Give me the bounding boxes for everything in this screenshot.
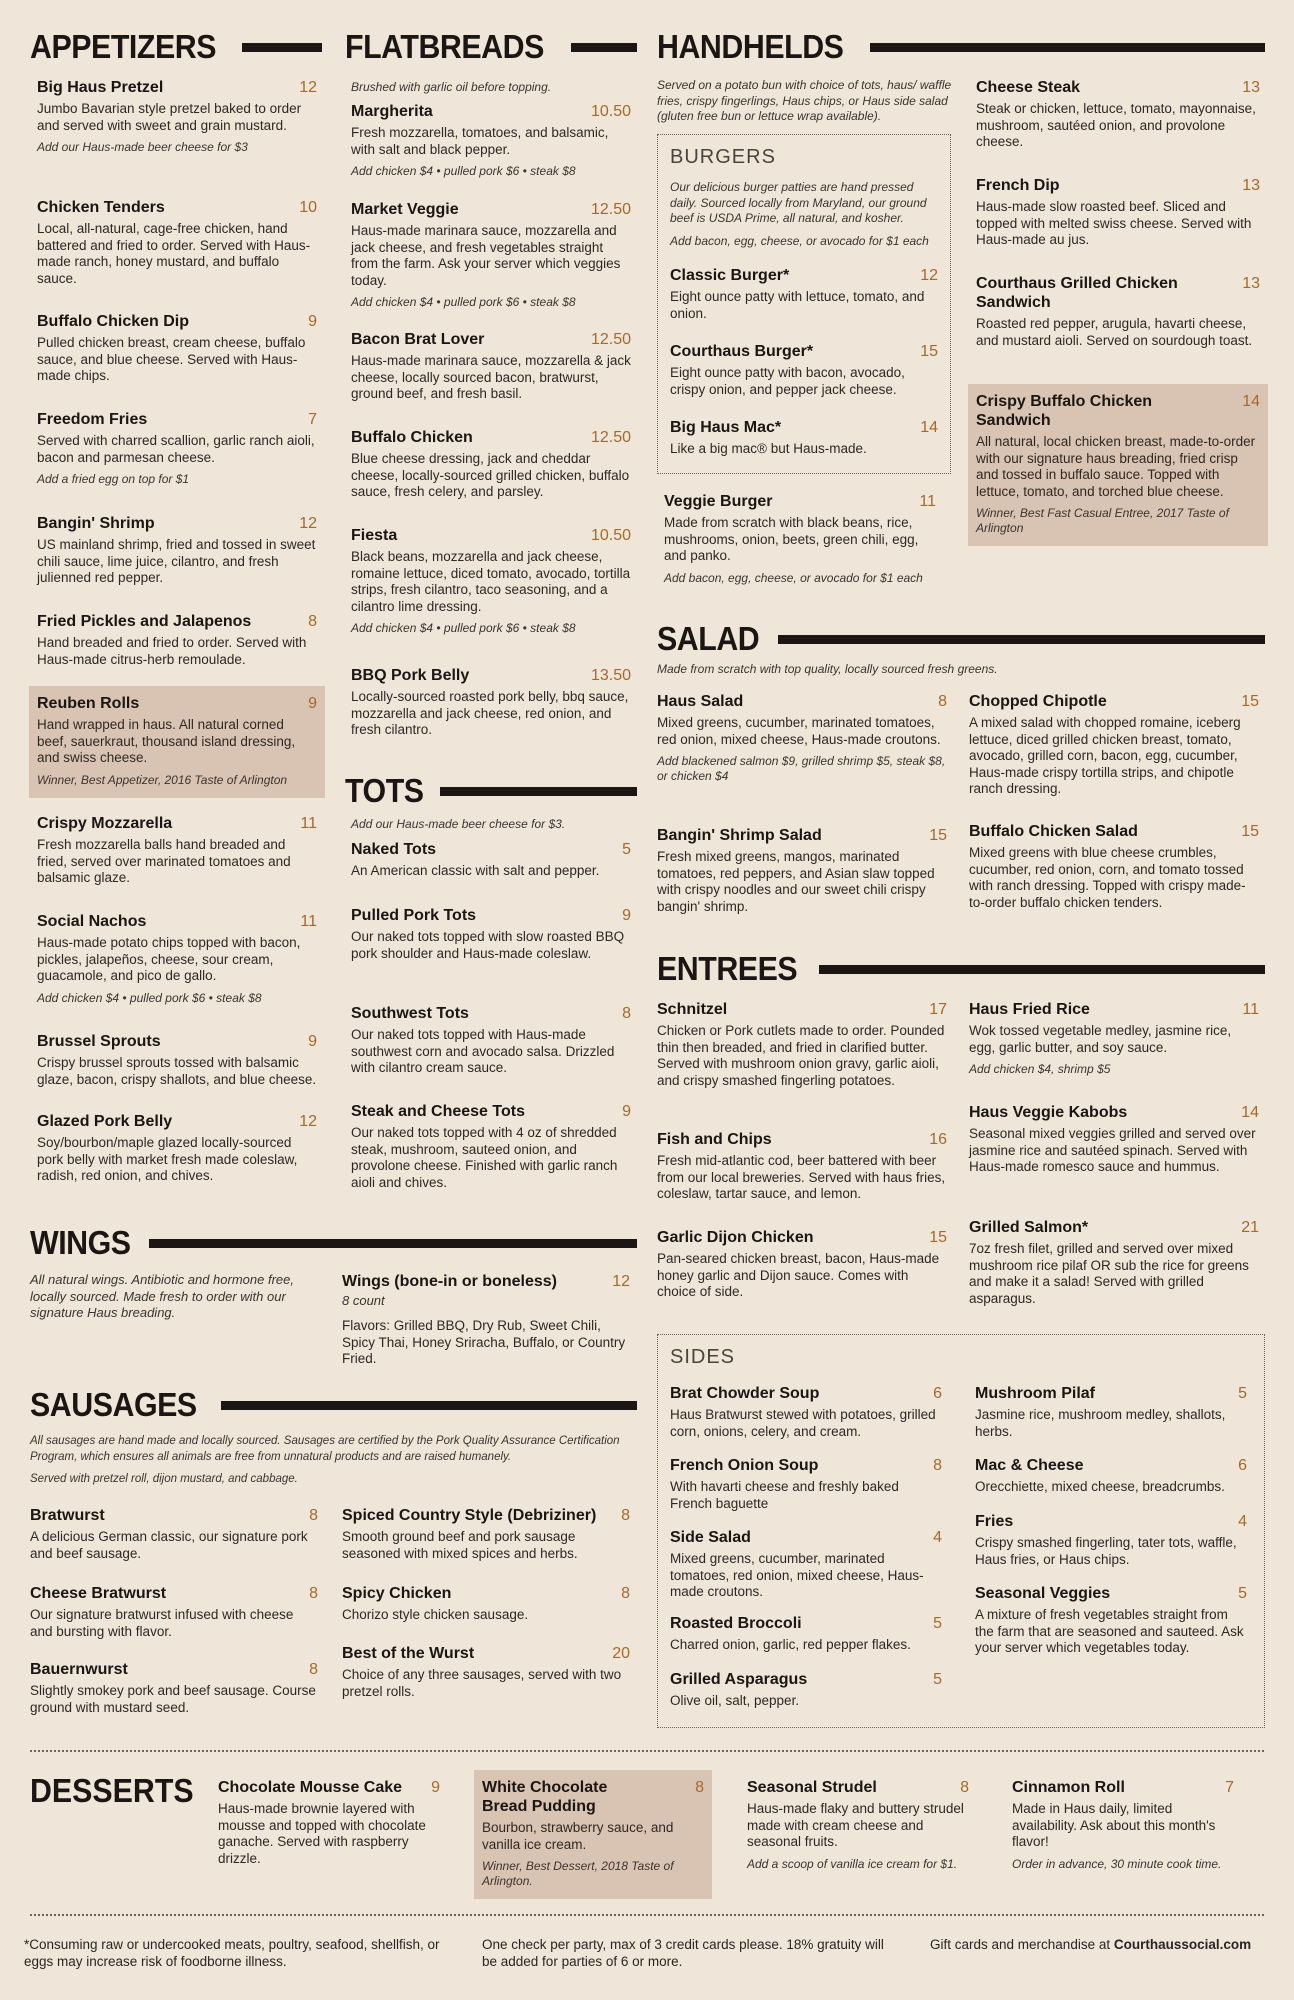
- item-name: Wings (bone-in or boneless): [342, 1273, 557, 1290]
- tots-header: [345, 772, 637, 810]
- item-description: Pan-seared chicken breast, bacon, Haus-made honey garlic and Dijon sauce. Comes with choice of side.: [657, 1251, 940, 1299]
- item-price: 14: [1241, 1104, 1259, 1121]
- menu-item: [975, 1584, 1247, 1657]
- menu-item: [969, 1218, 1259, 1307]
- item-price: 14: [1242, 393, 1260, 410]
- item-name: Haus Fried Rice: [969, 1001, 1090, 1018]
- item-name: Classic Burger*: [670, 267, 790, 284]
- menu-item: [30, 1660, 318, 1716]
- menu-item: [342, 1644, 630, 1700]
- item-price: 10.50: [590, 527, 631, 544]
- item-description: Haus-made slow roasted beef. Sliced and topped with melted swiss cheese. Served with Haus-made au jus.: [976, 199, 1252, 247]
- item-description: US mainland shrimp, fried and tossed in sweet chili sauce, lime juice, cilantro, and fresh julienned red pepper.: [37, 537, 316, 585]
- item-name: Best of the Wurst: [342, 1645, 475, 1662]
- menu-item: [37, 198, 317, 287]
- item-description: Haus-made flaky and buttery strudel made with cream cheese and seasonal fruits.: [747, 1801, 964, 1849]
- item-name: Southwest Tots: [351, 1005, 469, 1022]
- sausages-title: SAUSAGES: [30, 1386, 197, 1423]
- menu-item: [351, 1004, 631, 1077]
- menu-item: [474, 1770, 712, 1899]
- item-name: Social Nachos: [37, 913, 147, 930]
- item-description: Mixed greens with blue cheese crumbles, cucumber, red onion, corn, and tomato tossed with ranch dressing. Topped with crispy made-to-order buffalo chicken tenders.: [969, 845, 1246, 910]
- menu-item: [37, 410, 317, 487]
- item-price: 21: [1241, 1219, 1259, 1236]
- menu-item: [670, 1528, 942, 1601]
- menu-item: [975, 1512, 1247, 1568]
- item-description: Haus-made potato chips topped with bacon, pickles, jalapeños, cheese, sour cream, guacamole, and pico de gallo.: [37, 935, 301, 983]
- item-price: 8: [308, 613, 317, 630]
- tots-intro: Add our Haus-made beer cheese for $3.: [351, 817, 566, 831]
- item-description: Eight ounce patty with bacon, avocado, crispy onion, and pepper jack cheese.: [670, 365, 905, 397]
- item-price: 5: [933, 1615, 942, 1632]
- item-description: Mixed greens, cucumber, marinated tomatoes, red onion, mixed cheese, Haus-made croutons.: [657, 715, 941, 747]
- salad-header: [657, 620, 1265, 658]
- flatbreads-header: [345, 28, 637, 66]
- item-note: Add bacon, egg, cheese, or avocado for $1 each: [664, 570, 923, 585]
- footer-divider: [30, 1914, 1264, 1916]
- item-description: Chorizo style chicken sausage.: [342, 1607, 529, 1622]
- divider: [242, 43, 322, 52]
- item-price: 11: [919, 493, 936, 510]
- divider: [571, 43, 637, 52]
- item-name: Bauernwurst: [30, 1661, 128, 1678]
- item-price: 11: [300, 815, 317, 832]
- item-description: Our naked tots topped with Haus-made southwest corn and avocado salsa. Drizzled with cilantro cream sauce.: [351, 1027, 615, 1075]
- item-description: Our naked tots topped with 4 oz of shredded steak, mushroom, sauteed onion, and provolone cheese. Finished with garlic ranch aioli and chives.: [351, 1125, 618, 1190]
- item-price: 17: [929, 1001, 947, 1018]
- item-price: 20: [612, 1645, 630, 1662]
- item-price: 9: [308, 313, 317, 330]
- item-note: Winner, Best Appetizer, 2016 Taste of Arlington: [37, 772, 288, 787]
- item-name: Roasted Broccoli: [670, 1615, 802, 1632]
- salad-intro: Made from scratch with top quality, locally sourced fresh greens.: [657, 662, 998, 676]
- item-note: Add chicken $4 • pulled pork $6 • steak $8: [37, 990, 262, 1005]
- item-description: Fresh mozzarella, tomatoes, and balsamic, with salt and black pepper.: [351, 125, 609, 157]
- item-name: Reuben Rolls: [37, 695, 140, 712]
- menu-item: [968, 384, 1268, 546]
- menu-item: [657, 1130, 947, 1203]
- item-description: Made in Haus daily, limited availability. Ask about this month's flavor!: [1012, 1801, 1216, 1849]
- item-desc: Flavors: Grilled BBQ, Dry Rub, Sweet Chili, Spicy Thai, Honey Sriracha, Buffalo, or Country Fried.: [342, 1318, 626, 1366]
- item-name: Cheese Steak: [976, 79, 1081, 96]
- sausages-header: [30, 1386, 637, 1424]
- menu-item: [29, 686, 325, 798]
- item-description: Black beans, mozzarella and jack cheese, romaine lettuce, diced tomato, avocado, tortilla strips, fresh cilantro, taco seasoning, and a cilantro lime dressing.: [351, 549, 631, 614]
- wings-item: [342, 1272, 630, 1368]
- item-description: Wok tossed vegetable medley, jasmine rice, egg, garlic butter, and soy sauce.: [969, 1023, 1232, 1055]
- item-price: 6: [1238, 1457, 1247, 1474]
- item-price: 10.50: [590, 103, 631, 120]
- item-description: Pulled chicken breast, cream cheese, buffalo sauce, and blue cheese. Served with Haus-made chips.: [37, 335, 306, 383]
- item-price: 8: [622, 1005, 631, 1022]
- item-note: Order in advance, 30 minute cook time.: [1012, 1856, 1222, 1871]
- item-price: 7: [308, 411, 317, 428]
- desserts-top-divider: [30, 1750, 1264, 1752]
- item-count: 8 count: [342, 1293, 385, 1308]
- menu-item: [747, 1778, 969, 1872]
- menu-item: [969, 692, 1259, 798]
- item-description: Slightly smokey pork and beef sausage. Course ground with mustard seed.: [30, 1683, 316, 1715]
- handhelds-header: [657, 28, 1265, 66]
- item-price: 9: [431, 1779, 440, 1796]
- item-description: Our signature bratwurst infused with cheese and bursting with flavor.: [30, 1607, 294, 1639]
- appetizers-title: APPETIZERS: [30, 28, 217, 65]
- menu-item: [657, 692, 947, 784]
- item-description: Locally-sourced roasted pork belly, bbq sauce, mozzarella and jack cheese, red onion, and fresh cilantro.: [351, 689, 629, 737]
- item-price: 12.50: [590, 429, 631, 446]
- item-name: Glazed Pork Belly: [37, 1113, 173, 1130]
- item-price: 14: [920, 419, 938, 436]
- item-price: 15: [1241, 823, 1259, 840]
- item-price: 4: [1238, 1513, 1247, 1530]
- item-description: Steak or chicken, lettuce, tomato, mayonnaise, mushroom, sautéed onion, and provolone cheese.: [976, 101, 1256, 149]
- sausages-intro2: Served with pretzel roll, dijon mustard, and cabbage.: [30, 1473, 298, 1485]
- item-note: Add a fried egg on top for $1: [37, 472, 190, 486]
- item-description: Haus-made brownie layered with mousse and topped with chocolate ganache. Served with raspberry drizzle.: [218, 1801, 426, 1866]
- item-name: White Chocolate Bread Pudding: [482, 1779, 608, 1815]
- item-description: A mixed salad with chopped romaine, iceberg lettuce, diced grilled chicken breast, tomato, avocado, grilled corn, bacon, egg, cucumber, Haus-made crispy tortilla strips, and chipotle ranch dressing.: [969, 715, 1241, 796]
- item-name: Fries: [975, 1513, 1014, 1530]
- item-name: Big Haus Mac*: [670, 419, 782, 436]
- item-price: 5: [933, 1671, 942, 1688]
- item-name: Buffalo Chicken Dip: [37, 313, 190, 330]
- divider: [819, 965, 1265, 974]
- item-note: Winner, Best Dessert, 2018 Taste of Arlington.: [482, 1859, 674, 1888]
- menu-item: [37, 312, 317, 385]
- divider: [870, 43, 1265, 52]
- menu-item: [351, 428, 631, 501]
- item-name: French Dip: [976, 177, 1060, 194]
- item-price: 9: [308, 695, 317, 712]
- handhelds-intro: Served on a potato bun with choice of tots, haus/ waffle fries, crispy fingerlings, Haus chips, or Haus side salad (gluten free bun or lettuce wrap available).: [657, 78, 952, 123]
- item-description: All natural, local chicken breast, made-to-order with our signature haus breading, fried crisp and tossed in buffalo sauce. Topped with lettuce, tomato, and torched blue cheese.: [976, 434, 1256, 499]
- menu-item: [37, 1032, 317, 1088]
- tots-title: TOTS: [345, 772, 424, 809]
- menu-item: [976, 176, 1260, 249]
- item-description: A mixture of fresh vegetables straight from the farm that are seasoned and sauteed. Ask your server which vegetables today.: [975, 1607, 1244, 1655]
- burgers-intro: Our delicious burger patties are hand pressed daily. Sourced locally from Maryland, our ground beef is USDA Prime, all natural, and kosher.: [670, 180, 927, 225]
- item-price: 5: [1238, 1385, 1247, 1402]
- handhelds-title: HANDHELDS: [657, 28, 844, 65]
- desserts-title: [30, 1772, 208, 1810]
- item-description: Local, all-natural, cage-free chicken, hand battered and fried to order. Served with Haus-made ranch, honey mustard, and buffalo sauce.: [37, 221, 311, 286]
- item-name: Pulled Pork Tots: [351, 907, 477, 924]
- item-note: Add a scoop of vanilla ice cream for $1.: [747, 1856, 958, 1871]
- item-price: 15: [929, 827, 947, 844]
- item-price: 8: [309, 1585, 318, 1602]
- item-name: Bacon Brat Lover: [351, 331, 485, 348]
- menu-item: [657, 826, 947, 915]
- item-description: Crispy smashed fingerling, tater tots, waffle, Haus fries, or Haus chips.: [975, 1535, 1237, 1567]
- item-description: Fresh mixed greens, mangos, marinated tomatoes, red peppers, and Asian slaw topped with crispy noodles and our sweet chili crispy bangin' shrimp.: [657, 849, 935, 914]
- item-name: Veggie Burger: [664, 493, 773, 510]
- item-name: French Onion Soup: [670, 1457, 819, 1474]
- item-price: 11: [300, 913, 317, 930]
- menu-item: [969, 1000, 1259, 1077]
- item-name: Chopped Chipotle: [969, 693, 1107, 710]
- entrees-header: [657, 950, 1265, 988]
- item-price: 15: [929, 1229, 947, 1246]
- menu-item: [218, 1778, 440, 1867]
- item-description: Seasonal mixed veggies grilled and served over jasmine rice and sautéed spinach. Served with Haus-made romesco sauce and hummus.: [969, 1126, 1256, 1174]
- item-name: Crispy Mozzarella: [37, 815, 173, 832]
- item-price: 5: [622, 841, 631, 858]
- item-name: Chicken Tenders: [37, 199, 165, 216]
- item-price: 5: [1238, 1585, 1247, 1602]
- footer-consume: *Consuming raw or undercooked meats, poultry, seafood, shellfish, or eggs may increase risk of foodborne illness.: [24, 1937, 440, 1969]
- item-name: Brat Chowder Soup: [670, 1385, 820, 1402]
- menu-item: [37, 514, 317, 587]
- item-price: 12: [299, 515, 317, 532]
- item-note: Add chicken $4 • pulled pork $6 • steak $8: [351, 295, 576, 309]
- wings-header: [30, 1224, 637, 1262]
- item-name: Courthaus Grilled Chicken Sandwich: [976, 275, 1178, 311]
- menu-item: [30, 1584, 318, 1640]
- item-name: Schnitzel: [657, 1001, 728, 1018]
- wings-title: WINGS: [30, 1224, 131, 1261]
- item-price: 13: [1242, 79, 1260, 96]
- item-name: Buffalo Chicken Salad: [969, 823, 1138, 840]
- item-description: Chicken or Pork cutlets made to order. Pounded thin then breaded, and fried in clarified butter. Served with mushroom onion gravy, garlic aioli, and crispy smashed fingerling potatoes.: [657, 1023, 945, 1088]
- item-price: 8: [309, 1661, 318, 1678]
- menu-item: [670, 1614, 942, 1654]
- menu-item: [351, 526, 631, 636]
- item-name: Grilled Salmon*: [969, 1219, 1089, 1236]
- item-name: Grilled Asparagus: [670, 1671, 808, 1688]
- menu-item: [342, 1584, 630, 1624]
- item-name: Spicy Chicken: [342, 1585, 452, 1602]
- item-name: Seasonal Strudel: [747, 1779, 877, 1796]
- item-description: Hand breaded and fried to order. Served with Haus-made citrus-herb remoulade.: [37, 635, 307, 667]
- item-description: Eight ounce patty with lettuce, tomato, and onion.: [670, 289, 925, 321]
- item-price: 12: [299, 1113, 317, 1130]
- menu-item: [969, 822, 1259, 911]
- menu-item: [670, 418, 938, 458]
- item-name: Naked Tots: [351, 841, 437, 858]
- item-price: 15: [1241, 693, 1259, 710]
- item-name: Garlic Dijon Chicken: [657, 1229, 814, 1246]
- item-price: 6: [933, 1385, 942, 1402]
- item-description: Haus-made marinara sauce, mozzarella & jack cheese, locally sourced bacon, bratwurst, ground beef, and fresh basil.: [351, 353, 631, 401]
- footer-check: One check per party, max of 3 credit cards please. 18% gratuity will be added for parties of 6 or more.: [482, 1937, 884, 1969]
- item-price: 7: [1225, 1779, 1234, 1796]
- item-name: Seasonal Veggies: [975, 1585, 1111, 1602]
- flatbreads-title: FLATBREADS: [345, 28, 544, 65]
- item-price: 8: [309, 1507, 318, 1524]
- menu-item: [351, 1102, 631, 1191]
- menu-item: [976, 78, 1260, 151]
- menu-item: [670, 1384, 942, 1440]
- item-description: Olive oil, salt, pepper.: [670, 1693, 800, 1708]
- item-price: 11: [1242, 1001, 1259, 1018]
- menu-item: [351, 200, 631, 310]
- item-name: BBQ Pork Belly: [351, 667, 470, 684]
- item-name: Crispy Buffalo Chicken Sandwich: [976, 393, 1153, 429]
- item-name: Haus Veggie Kabobs: [969, 1104, 1128, 1121]
- menu-item: [351, 330, 631, 403]
- menu-item: [657, 1000, 947, 1089]
- item-name: Mushroom Pilaf: [975, 1385, 1096, 1402]
- item-name: Cinnamon Roll: [1012, 1779, 1125, 1796]
- item-price: 10: [299, 199, 317, 216]
- item-name: Fiesta: [351, 527, 398, 544]
- menu-item: [30, 1506, 318, 1562]
- item-price: 9: [308, 1033, 317, 1050]
- item-name: Brussel Sprouts: [37, 1033, 161, 1050]
- item-description: Roasted red pepper, arugula, havarti cheese, and mustard aioli. Served on sourdough toast.: [976, 316, 1253, 348]
- item-description: Haus-made marinara sauce, mozzarella and jack cheese, and fresh vegetables straight from the farm. Ask your server which veggies today.: [351, 223, 621, 288]
- menu-item: [670, 1670, 942, 1710]
- menu-item: [37, 814, 317, 887]
- item-name: Big Haus Pretzel: [37, 79, 164, 96]
- entrees-title: ENTREES: [657, 950, 798, 987]
- item-name: Buffalo Chicken: [351, 429, 473, 446]
- item-note: Add blackened salmon $9, grilled shrimp $5, steak $8, or chicken $4: [657, 754, 946, 783]
- menu-item: [969, 1103, 1259, 1176]
- divider: [221, 1401, 637, 1410]
- menu-item: [37, 1112, 317, 1185]
- item-name: Chocolate Mousse Cake: [218, 1779, 403, 1796]
- menu-item: [975, 1384, 1247, 1440]
- item-description: Our naked tots topped with slow roasted BBQ pork shoulder and Haus-made coleslaw.: [351, 929, 625, 961]
- item-description: Fresh mid-atlantic cod, beer battered with beer from our local breweries. Served with haus fries, coleslaw, tartar sauce, and lemon.: [657, 1153, 946, 1201]
- wings-intro: All natural wings. Antibiotic and hormone free, locally sourced. Made fresh to order with our signature Haus breading.: [30, 1272, 294, 1320]
- flatbreads-intro: Brushed with garlic oil before topping.: [351, 80, 552, 94]
- item-price: 9: [622, 907, 631, 924]
- item-name: Bangin' Shrimp Salad: [657, 827, 822, 844]
- menu-item: [351, 102, 631, 179]
- item-description: Mixed greens, cucumber, marinated tomatoes, red onion, mixed cheese, Haus-made croutons.: [670, 1551, 924, 1599]
- item-description: Fresh mozzarella balls hand breaded and fried, served over marinated tomatoes and balsamic glaze.: [37, 837, 291, 885]
- item-description: Like a big mac® but Haus-made.: [670, 441, 867, 456]
- item-name: Margherita: [351, 103, 433, 120]
- item-name: Bangin' Shrimp: [37, 515, 155, 532]
- menu-item: [976, 274, 1260, 349]
- item-note: Add chicken $4 • pulled pork $6 • steak $8: [351, 621, 576, 635]
- item-name: Side Salad: [670, 1529, 751, 1546]
- item-description: Jasmine rice, mushroom medley, shallots, herbs.: [975, 1407, 1226, 1439]
- item-price: 4: [933, 1529, 942, 1546]
- footer-gift-text: Gift cards and merchandise at: [930, 1937, 1114, 1952]
- divider: [778, 635, 1265, 644]
- item-price: 12.50: [590, 201, 631, 218]
- item-price: 8: [960, 1779, 969, 1796]
- appetizers-header: [30, 28, 322, 66]
- item-note: Add chicken $4, shrimp $5: [969, 1062, 1111, 1076]
- item-name: Fried Pickles and Jalapenos: [37, 613, 252, 630]
- item-description: Orecchiette, mixed cheese, breadcrumbs.: [975, 1479, 1225, 1494]
- item-name: Bratwurst: [30, 1507, 105, 1524]
- desserts-heading: DESSERTS: [30, 1772, 194, 1809]
- item-description: 7oz fresh filet, grilled and served over mixed mushroom rice pilaf OR sub the rice for greens and make it a salad! Served with grilled asparagus.: [969, 1241, 1249, 1306]
- item-note: Winner, Best Fast Casual Entree, 2017 Taste of Arlington: [976, 506, 1229, 535]
- footer-gift: [930, 1936, 1270, 1953]
- item-price: 12.50: [590, 331, 631, 348]
- item-description: Bourbon, strawberry sauce, and vanilla ice cream.: [482, 1820, 674, 1852]
- item-price: 8: [621, 1585, 630, 1602]
- menu-item: [657, 1228, 947, 1301]
- item-price: 13: [1242, 275, 1260, 292]
- menu-item: [351, 840, 631, 880]
- item-description: Charred onion, garlic, red pepper flakes.: [670, 1637, 911, 1652]
- burgers-title: BURGERS: [670, 146, 776, 168]
- item-description: Blue cheese dressing, jack and cheddar cheese, locally-sourced grilled chicken, buffalo sauce, fresh celery, and parsley.: [351, 451, 630, 499]
- item-price: 13.50: [590, 667, 631, 684]
- item-name: Mac & Cheese: [975, 1457, 1084, 1474]
- item-price: 15: [920, 343, 938, 360]
- item-description: With havarti cheese and freshly baked French baguette: [670, 1479, 899, 1511]
- footer-gift-link[interactable]: Courthaussocial.com: [1113, 1937, 1252, 1952]
- item-description: Made from scratch with black beans, rice, mushrooms, onion, beets, green chili, egg, and panko.: [664, 515, 919, 563]
- item-description: Soy/bourbon/maple glazed locally-sourced pork belly with market fresh made coleslaw, radish, red onion, and chives.: [37, 1135, 298, 1183]
- menu-item: [664, 492, 936, 586]
- item-description: An American classic with salt and pepper.: [351, 863, 600, 878]
- item-name: Spiced Country Style (Debriziner): [342, 1507, 597, 1524]
- menu-item: [37, 912, 317, 1006]
- item-description: Choice of any three sausages, served with two pretzel rolls.: [342, 1667, 622, 1699]
- item-description: Haus Bratwurst stewed with potatoes, grilled corn, onions, celery, and cream.: [670, 1407, 936, 1439]
- item-price: 8: [938, 693, 947, 710]
- item-price: 9: [622, 1103, 631, 1120]
- menu-item: [670, 342, 938, 398]
- menu-item: [351, 906, 631, 962]
- menu-item: [1012, 1778, 1234, 1872]
- item-name: Market Veggie: [351, 201, 459, 218]
- item-description: Hand wrapped in haus. All natural corned beef, sauerkraut, thousand island dressing, and swiss cheese.: [37, 717, 296, 765]
- item-description: Smooth ground beef and pork sausage seasoned with mixed spices and herbs.: [342, 1529, 578, 1561]
- item-price: 8: [933, 1457, 942, 1474]
- burgers-note: Add bacon, egg, cheese, or avocado for $1 each: [670, 234, 929, 248]
- sides-title: SIDES: [670, 1346, 736, 1368]
- item-name: Cheese Bratwurst: [30, 1585, 167, 1602]
- item-description: Served with charred scallion, garlic ranch aioli, bacon and parmesan cheese.: [37, 433, 315, 465]
- item-description: Jumbo Bavarian style pretzel baked to order and served with sweet and grain mustard.: [37, 101, 302, 133]
- divider: [149, 1239, 637, 1248]
- item-price: 8: [621, 1507, 630, 1524]
- menu-item: [37, 612, 317, 668]
- menu-item: [37, 78, 317, 155]
- menu-item: [670, 266, 938, 322]
- item-price: 12: [920, 267, 938, 284]
- item-note: Add our Haus-made beer cheese for $3: [37, 140, 248, 154]
- item-price: 8: [695, 1779, 704, 1796]
- menu-item: [670, 1456, 942, 1512]
- sausages-intro: All sausages are hand made and locally sourced. Sausages are certified by the Pork Quality Assurance Certification Program, which ensures all animals are free from unnatural products and are raised humanely.: [30, 1435, 620, 1463]
- item-note: Add chicken $4 • pulled pork $6 • steak $8: [351, 164, 576, 178]
- item-description: Crispy brussel sprouts tossed with balsamic glaze, bacon, crispy shallots, and blue cheese.: [37, 1055, 317, 1087]
- item-name: Courthaus Burger*: [670, 343, 814, 360]
- item-name: Fish and Chips: [657, 1131, 772, 1148]
- item-name: Freedom Fries: [37, 411, 148, 428]
- menu-item: [975, 1456, 1247, 1496]
- salad-title: SALAD: [657, 620, 760, 657]
- item-price: 13: [1242, 177, 1260, 194]
- item-price: 16: [929, 1131, 947, 1148]
- item-description: A delicious German classic, our signature pork and beef sausage.: [30, 1529, 308, 1561]
- divider: [440, 787, 637, 796]
- menu-item: [342, 1506, 630, 1562]
- item-price: 12: [612, 1273, 630, 1290]
- item-price: 12: [299, 79, 317, 96]
- item-name: Steak and Cheese Tots: [351, 1103, 525, 1120]
- item-name: Haus Salad: [657, 693, 744, 710]
- menu-item: [351, 666, 631, 739]
